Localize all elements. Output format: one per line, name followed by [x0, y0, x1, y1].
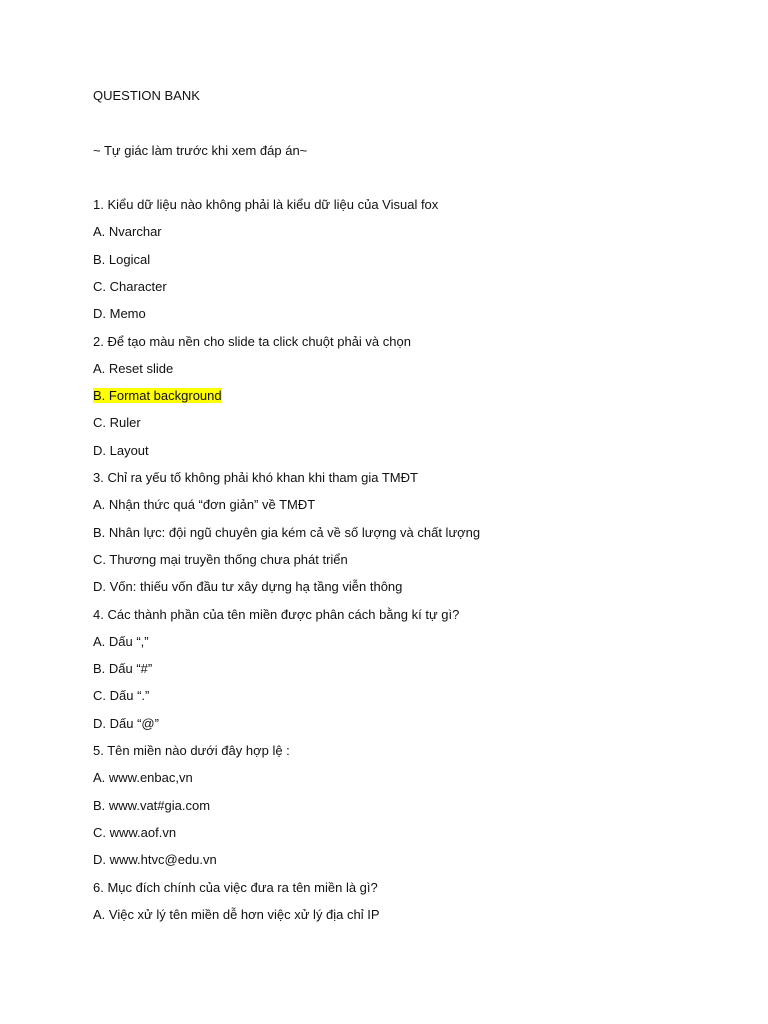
line-text: 5. Tên miền nào dưới đây hợp lệ :	[93, 743, 290, 758]
document-line	[93, 634, 149, 650]
line-text: C. www.aof.vn	[93, 825, 177, 840]
document-line	[93, 743, 290, 759]
document-line	[93, 688, 149, 704]
document-line	[93, 497, 315, 513]
line-text: B. Dấu “#”	[93, 661, 153, 676]
line-text: B. www.vat#gia.com	[93, 798, 211, 813]
line-text: B. Logical	[93, 252, 151, 267]
line-text: C. Thương mại truyền thống chưa phát triển	[93, 552, 348, 567]
line-text: A. Reset slide	[93, 361, 174, 376]
document-line	[93, 798, 210, 814]
document-line	[93, 552, 348, 568]
document-line	[93, 907, 380, 923]
line-text: D. Layout	[93, 443, 149, 458]
line-text: A. Dấu “,”	[93, 634, 149, 649]
document-line	[93, 361, 173, 377]
document-line	[93, 607, 459, 623]
line-text: 3. Chỉ ra yếu tố không phải khó khan khi tham gia TMĐT	[93, 470, 418, 485]
document-line	[93, 525, 480, 541]
line-text: D. Dấu “@”	[93, 716, 159, 731]
document-line	[93, 334, 411, 350]
line-text: C. Character	[93, 279, 167, 294]
document-line	[93, 716, 159, 732]
document-line	[93, 388, 222, 404]
line-text: C. Dấu “.”	[93, 688, 150, 703]
document-line	[93, 661, 152, 677]
highlighted-answer-text: B. Format background	[93, 388, 222, 403]
document-subtitle: ~ Tự giác làm trước khi xem đáp án~	[93, 143, 308, 158]
line-text: 4. Các thành phần của tên miền được phân cách bằng kí tự gì?	[93, 607, 460, 622]
line-text: C. Ruler	[93, 415, 141, 430]
document-line	[93, 252, 150, 268]
line-text: A. Việc xử lý tên miền dễ hơn việc xử lý địa chỉ IP	[93, 907, 380, 922]
line-text: 1. Kiểu dữ liệu nào không phải là kiểu dữ liệu của Visual fox	[93, 197, 439, 212]
document-line	[93, 852, 217, 868]
line-text: B. Nhân lực: đội ngũ chuyên gia kém cả về số lượng và chất lượng	[93, 525, 481, 540]
document-line	[93, 279, 167, 295]
document-line	[93, 415, 141, 431]
line-text: D. Memo	[93, 306, 146, 321]
document-line	[93, 579, 402, 595]
line-text: A. www.enbac,vn	[93, 770, 193, 785]
line-text: 2. Để tạo màu nền cho slide ta click chuột phải và chọn	[93, 334, 411, 349]
document-line	[93, 306, 146, 322]
line-text: A. Nvarchar	[93, 224, 162, 239]
document-line	[93, 470, 418, 486]
line-text: D. Vốn: thiếu vốn đầu tư xây dựng hạ tầng viễn thông	[93, 579, 403, 594]
line-text: A. Nhận thức quá “đơn giản” về TMĐT	[93, 497, 316, 512]
line-text: 6. Mục đích chính của việc đưa ra tên miền là gì?	[93, 880, 378, 895]
document-line	[93, 880, 378, 896]
document-line	[93, 224, 162, 240]
document-line	[93, 825, 176, 841]
document-line	[93, 443, 149, 459]
line-text: D. www.htvc@edu.vn	[93, 852, 217, 867]
document-line	[93, 770, 193, 786]
document-title: QUESTION BANK	[93, 88, 200, 103]
document-line	[93, 197, 438, 213]
